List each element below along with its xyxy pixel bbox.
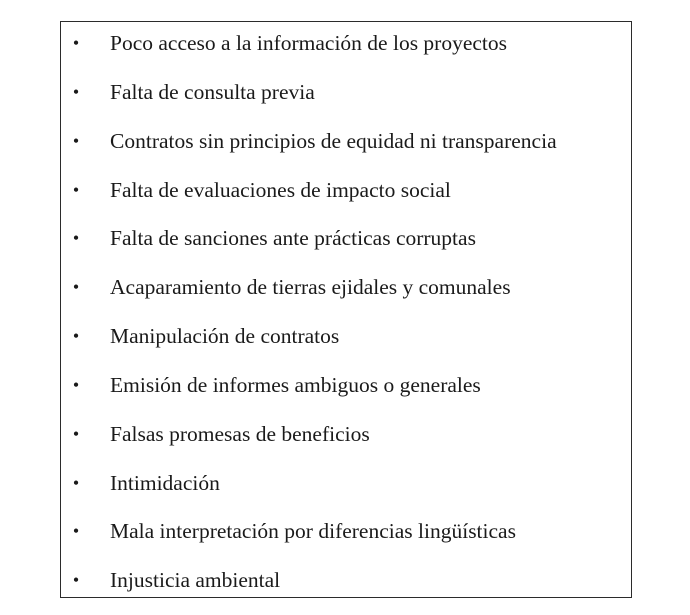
- list-item-text: Poco acceso a la información de los proyectos: [110, 31, 508, 55]
- bullet-list: [61, 29, 631, 615]
- bullet-icon: •: [72, 228, 80, 249]
- list-item: [61, 29, 631, 78]
- list-item: [61, 517, 631, 566]
- bullet-icon: •: [72, 81, 80, 102]
- list-item-text: Emisión de informes ambiguos o generales: [110, 372, 481, 397]
- list-item: [61, 176, 631, 225]
- list-item-text: Contratos sin principios de equidad ni transparencia: [110, 128, 557, 153]
- bullet-icon: •: [72, 570, 80, 591]
- bullet-icon: •: [72, 130, 80, 151]
- bordered-list-box: [60, 21, 632, 598]
- list-item-text: Falta de evaluaciones de impacto social: [110, 177, 451, 202]
- list-item-text: Acaparamiento de tierras ejidales y comunales: [110, 275, 511, 300]
- list-item-text: Falta de sanciones ante prácticas corruptas: [110, 226, 476, 251]
- bullet-icon: •: [72, 423, 80, 444]
- list-item: [61, 127, 631, 176]
- bullet-icon: •: [72, 179, 80, 200]
- list-item: [61, 566, 631, 615]
- list-item-text: Intimidación: [110, 470, 220, 495]
- bullet-icon: •: [72, 326, 80, 347]
- list-item: [61, 273, 631, 322]
- list-item-text: Manipulación de contratos: [110, 324, 340, 349]
- bullet-icon: •: [72, 277, 80, 298]
- list-item: [61, 420, 631, 469]
- list-item-text: Injusticia ambiental: [110, 568, 281, 593]
- list-item: [61, 78, 631, 127]
- list-item: [61, 469, 631, 518]
- list-item: [61, 371, 631, 420]
- bullet-icon: •: [72, 374, 80, 395]
- list-item: [61, 224, 631, 273]
- list-item-text: Mala interpretación por diferencias lingüísticas: [110, 519, 516, 544]
- list-item-text: Falta de consulta previa: [110, 79, 315, 104]
- list-item: [61, 322, 631, 371]
- bullet-icon: •: [72, 472, 80, 493]
- bullet-icon: •: [72, 33, 80, 53]
- bullet-icon: •: [72, 521, 80, 542]
- list-item-text: Falsas promesas de beneficios: [110, 421, 370, 446]
